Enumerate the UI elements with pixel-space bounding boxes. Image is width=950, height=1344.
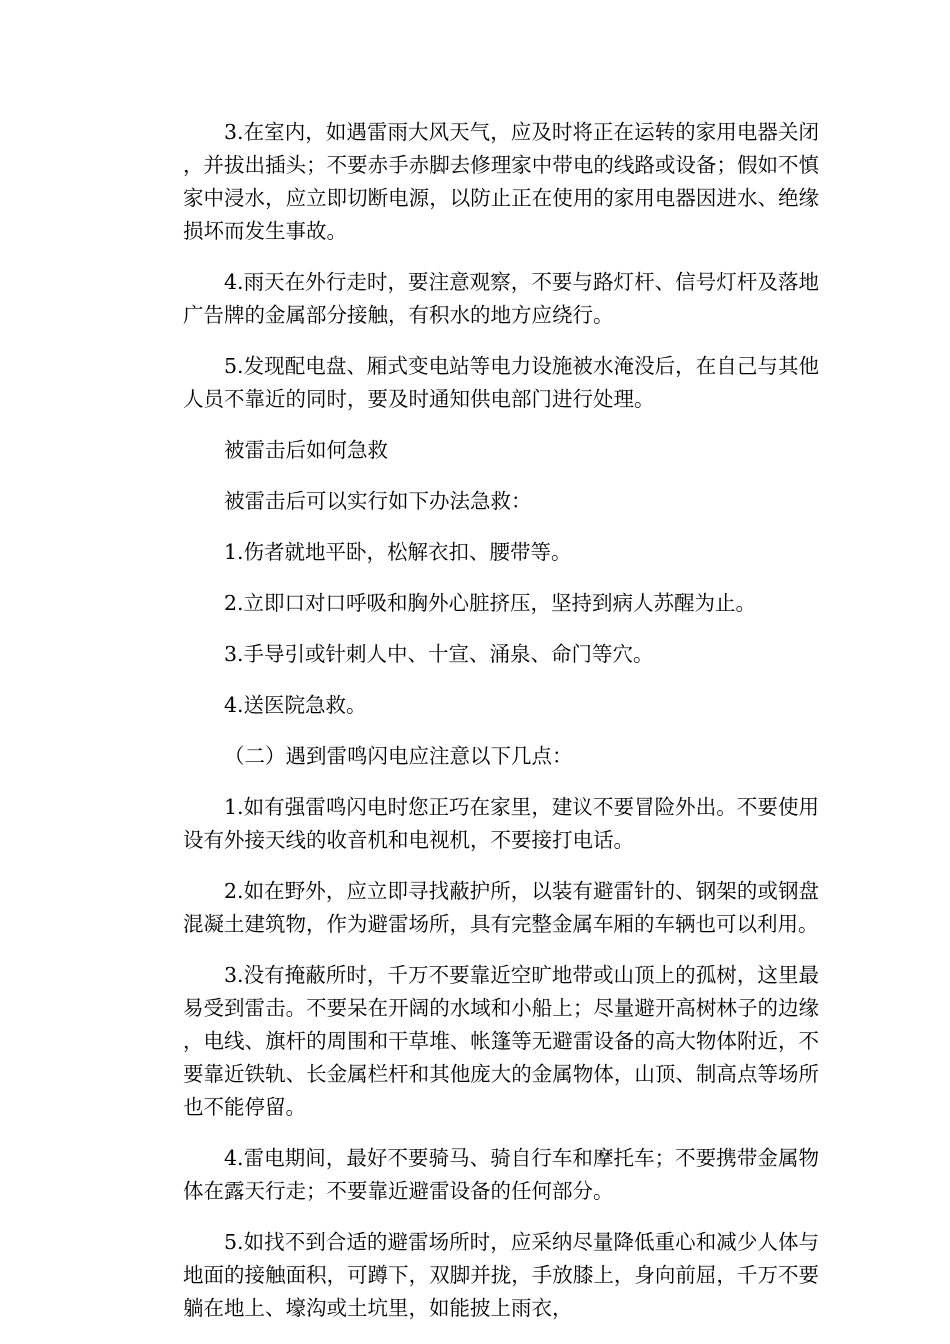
paragraph-flooded-facilities: 5.发现配电盘、厢式变电站等电力设施被水淹没后，在自己与其他人员不靠近的同时，要及时通知供电部门进行处理。 [183, 354, 819, 411]
section-heading-first-aid: 被雷击后如何急救 [224, 438, 388, 462]
list-item-lightning-1: 1.如有强雷鸣闪电时您正巧在家里，建议不要冒险外出。不要使用设有外接天线的收音机和电视机，不要接打电话。 [183, 795, 819, 852]
document-body [183, 116, 819, 1343]
list-item-first-aid-2: 2.立即口对口呼吸和胸外心脏挤压，坚持到病人苏醒为止。 [224, 591, 757, 615]
list-item-lightning-4: 4.雷电期间，最好不要骑马、骑自行车和摩托车；不要携带金属物体在露天行走；不要靠近避雷设备的任何部分。 [183, 1146, 819, 1203]
list-item-first-aid-1: 1.伤者就地平卧，松解衣扣、腰带等。 [224, 540, 572, 564]
list-item-lightning-5: 5.如找不到合适的避雷场所时，应采纳尽量降低重心和减少人体与地面的接触面积，可蹲下，双脚并拢，手放膝上，身向前屈，千万不要躺在地上、壕沟或土坑里，如能披上雨衣， [183, 1230, 819, 1320]
list-item-first-aid-4: 4.送医院急救。 [224, 693, 367, 717]
section-heading-lightning-tips: （二）遇到雷鸣闪电应注意以下几点： [224, 744, 573, 768]
list-item-first-aid-3: 3.手导引或针刺人中、十宣、涌泉、命门等穴。 [224, 642, 654, 666]
list-item-lightning-2: 2.如在野外，应立即寻找蔽护所，以装有避雷针的、钢架的或钢盘混凝土建筑物，作为避雷场所，具有完整金属车厢的车辆也可以利用。 [183, 879, 819, 936]
paragraph-indoor-appliances: 3.在室内，如遇雷雨大风天气，应及时将正在运转的家用电器关闭，并拔出插头；不要赤手赤脚去修理家中带电的线路或设备；假如不慎家中浸水，应立即切断电源，以防止正在使用的家用电器因进水、绝缘损坏而发生事故。 [183, 120, 819, 243]
list-item-lightning-3: 3.没有掩蔽所时，千万不要靠近空旷地带或山顶上的孤树，这里最易受到雷击。不要呆在开阔的水域和小船上；尽量避开高树林子的边缘，电线、旗杆的周围和干草堆、帐篷等无避雷设备的高大物体附近，不要靠近铁轨、长金属栏杆和其他庞大的金属物体，山顶、制高点等场所也不能停留。 [183, 963, 819, 1119]
paragraph-outdoor-walking: 4.雨天在外行走时，要注意观察，不要与路灯杆、信号灯杆及落地广告牌的金属部分接触，有积水的地方应绕行。 [183, 270, 819, 327]
paragraph-first-aid-intro: 被雷击后可以实行如下办法急救： [224, 489, 532, 513]
